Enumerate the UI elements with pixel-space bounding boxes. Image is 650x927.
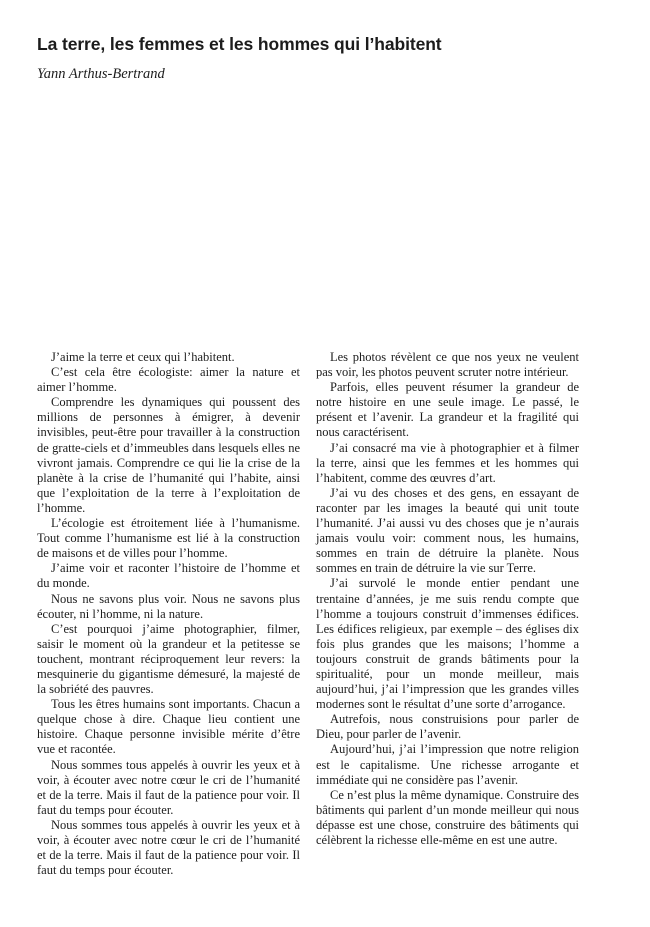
paragraph: Autrefois, nous construisions pour parler de Dieu, pour parler de l’avenir. bbox=[316, 712, 579, 742]
paragraph: J’ai consacré ma vie à photographier et à filmer la terre, ainsi que les femmes et les hommes qui l’habitent, comme des œuvres d’art. bbox=[316, 440, 579, 485]
paragraph: Comprendre les dynamiques qui poussent des millions de personnes à émigrer, à devenir invisibles, peut-être pour travailler à la construction de gratte-ciels et d’immeubles dans lesquels elles ne vivront jamais. Comprendre ce qui lie la crise de la planète à la crise de l’humanité qui l’habite, ainsi que l’exploitation de la terre à l’exploitation de l’homme. bbox=[37, 395, 300, 515]
paragraph: C’est pourquoi j’aime photographier, filmer, saisir le moment où la grandeur et la petitesse se touchent, montrant réciproquement leur revers: la mesquinerie du gigantisme démesuré, la majesté de la sobriété des pauvres. bbox=[37, 621, 300, 697]
paragraph: Aujourd’hui, j’ai l’impression que notre religion est le capitalisme. Une richesse arrogante et immédiate qui ne considère pas l’avenir. bbox=[316, 742, 579, 787]
paragraph: J’aime la terre et ceux qui l’habitent. bbox=[51, 350, 235, 364]
page-title: La terre, les femmes et les hommes qui l’habitent bbox=[37, 34, 442, 54]
author-name: Yann Arthus-Bertrand bbox=[37, 66, 165, 82]
paragraph: Tous les êtres humains sont importants. Chacun a quelque chose à dire. Chaque lieu contient une histoire. Chaque personne invisible mérite d’être vue et racontée. bbox=[37, 697, 300, 757]
text-column-left bbox=[37, 350, 300, 878]
paragraph: J’ai survolé le monde entier pendant une trentaine d’années, je me suis rendu compte que l’homme a toujours construit d’immenses édifices. Les édifices religieux, par exemple – des églises dix fois plus grandes que les maisons; l’homme a toujours construit de grands bâtiments pour la spiritualité, pour un monde meilleur, mais aujourd’hui, j’ai l’impression que les grandes villes modernes sont le résultat d’une sorte d’arrogance. bbox=[316, 576, 579, 712]
paragraph: L’écologie est étroitement liée à l’humanisme. Tout comme l’humanisme est lié à la construction de maisons et de villes pour l’homme. bbox=[37, 516, 300, 561]
paragraph: Ce n’est plus la même dynamique. Construire des bâtiments qui parlent d’un monde meilleur qui nous dépasse est une chose, construire des bâtiments qui célèbrent la richesse elle-même en est une autre. bbox=[316, 787, 579, 847]
paragraph: C’est cela être écologiste: aimer la nature et aimer l’homme. bbox=[37, 365, 300, 395]
paragraph: Nous sommes tous appelés à ouvrir les yeux et à voir, à écouter avec notre cœur le cri de l’humanité et de la terre. Mais il faut de la patience pour voir. Il faut du temps pour écouter. bbox=[37, 817, 300, 878]
paragraph: Parfois, elles peuvent résumer la grandeur de notre histoire en une seule image. Le passé, le présent et l’avenir. La grandeur et la fragilité qui nous caractérisent. bbox=[316, 380, 579, 440]
paragraph: J’aime voir et raconter l’histoire de l’homme et du monde. bbox=[37, 561, 300, 591]
paragraph: J’ai vu des choses et des gens, en essayant de raconter par les images la beauté qui unit toute l’humanité. J’ai aussi vu des choses que je n’aurais jamais voulu voir: comment nous, les humains, sommes en train de détruire la planète. Nous sommes en train de détruire la vie sur Terre. bbox=[316, 485, 579, 576]
paragraph: Les photos révèlent ce que nos yeux ne veulent pas voir, les photos peuvent scruter notre intérieur. bbox=[316, 350, 579, 380]
paragraph: Nous ne savons plus voir. Nous ne savons plus écouter, ni l’homme, ni la nature. bbox=[37, 591, 300, 621]
text-column-right bbox=[316, 350, 579, 848]
paragraph: Nous sommes tous appelés à ouvrir les yeux et à voir, à écouter avec notre cœur le cri de l’humanité et de la terre. Mais il faut de la patience pour voir. Il faut du temps pour écouter. bbox=[37, 757, 300, 817]
